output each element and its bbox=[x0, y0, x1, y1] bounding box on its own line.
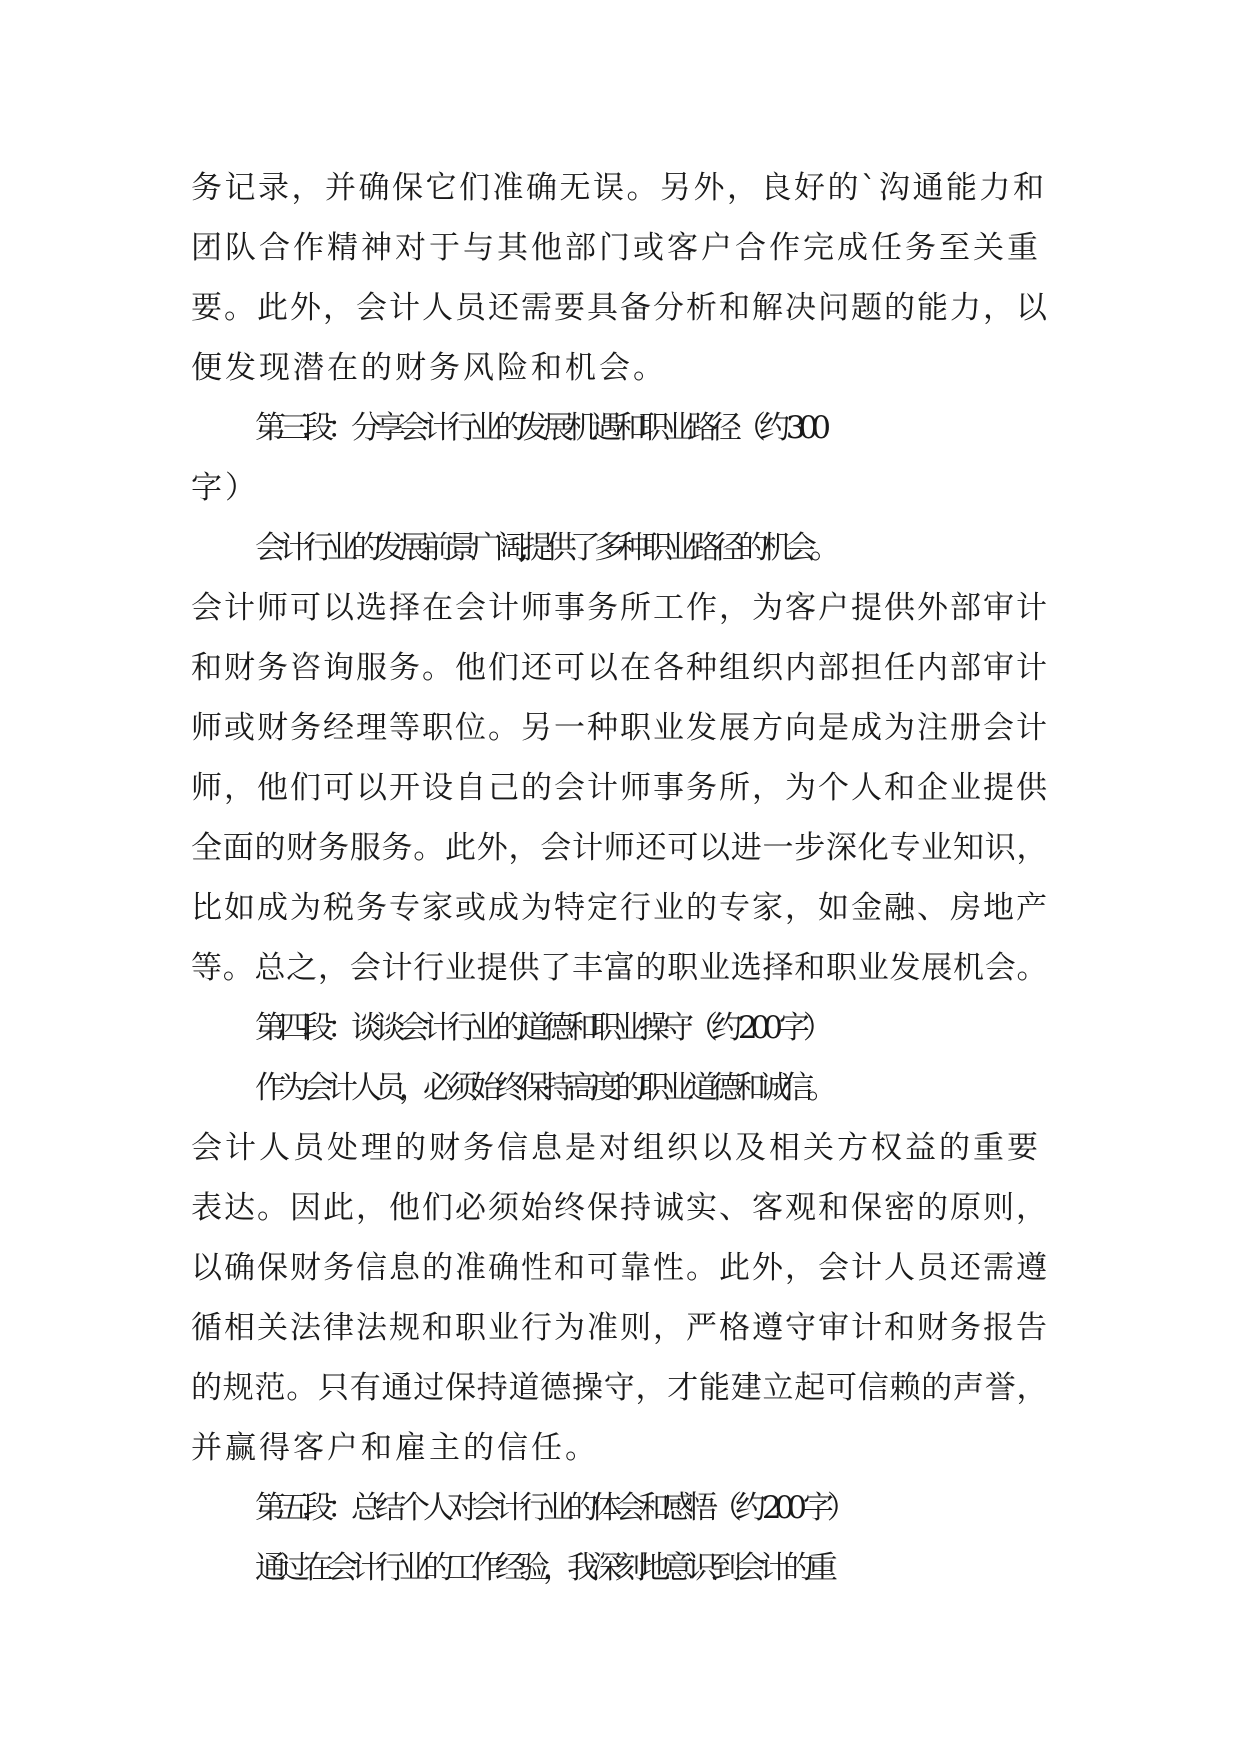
paragraph bbox=[191, 518, 1049, 998]
text-line: 要。此外，会计人员还需要具备分析和解决问题的能力，以 bbox=[191, 290, 1049, 326]
paragraph bbox=[191, 158, 1049, 398]
paragraph bbox=[191, 1058, 1049, 1478]
text-line: 比如成为税务专家或成为特定行业的专家，如金融、房地产 bbox=[191, 890, 1049, 926]
text-line: 会计师可以选择在会计师事务所工作，为客户提供外部审计 bbox=[191, 590, 1049, 626]
paragraph bbox=[191, 398, 1049, 518]
text-line: 全面的财务服务。此外，会计师还可以进一步深化专业知识， bbox=[191, 830, 1049, 866]
paragraph bbox=[191, 998, 1049, 1058]
text-line: 通过在会计行业的工作经验，我深刻地意识到会计的重 bbox=[255, 1550, 831, 1586]
text-line: 第三段：分享会计行业的发展机遇和职业路径（约 300 bbox=[255, 410, 825, 446]
text-line: 会计人员处理的财务信息是对组织以及相关方权益的重要 bbox=[191, 1130, 1041, 1166]
text-line: 字） bbox=[191, 470, 259, 506]
text-line: 作为会计人员，必须始终保持高度的职业道德和诚信。 bbox=[255, 1070, 831, 1106]
text-line: 便发现潜在的财务风险和机会。 bbox=[191, 350, 667, 386]
text-line: 表达。因此，他们必须始终保持诚实、客观和保密的原则， bbox=[191, 1190, 1049, 1226]
text-line: 的规范。只有通过保持道德操守，才能建立起可信赖的声誉， bbox=[191, 1370, 1049, 1406]
text-line: 师，他们可以开设自己的会计师事务所，为个人和企业提供 bbox=[191, 770, 1049, 806]
paragraph bbox=[191, 1538, 1049, 1598]
text-line: 师或财务经理等职位。另一种职业发展方向是成为注册会计 bbox=[191, 710, 1049, 746]
text-line: 第四段：谈谈会计行业的道德和职业操守（约 200 字） bbox=[255, 1010, 827, 1046]
text-line: 以确保财务信息的准确性和可靠性。此外，会计人员还需遵 bbox=[191, 1250, 1049, 1286]
text-line: 会计行业的发展前景广阔,提供了多种职业路径的机会。 bbox=[255, 530, 834, 566]
text-line: 并赢得客户和雇主的信任。 bbox=[191, 1430, 599, 1466]
text-line: 务记录，并确保它们准确无误。另外，良好的`沟通能力和 bbox=[191, 170, 1047, 206]
paragraph bbox=[191, 1478, 1049, 1538]
document-body bbox=[191, 158, 1049, 1598]
text-line: 和财务咨询服务。他们还可以在各种组织内部担任内部审计 bbox=[191, 650, 1049, 686]
text-line: 等。总之，会计行业提供了丰富的职业选择和职业发展机会。 bbox=[191, 950, 1049, 986]
text-line: 第五段：总结个人对会计行业的体会和感悟（约 200 字） bbox=[255, 1490, 851, 1526]
text-line: 团队合作精神对于与其他部门或客户合作完成任务至关重 bbox=[191, 230, 1041, 266]
text-line: 循相关法律法规和职业行为准则，严格遵守审计和财务报告 bbox=[191, 1310, 1049, 1346]
